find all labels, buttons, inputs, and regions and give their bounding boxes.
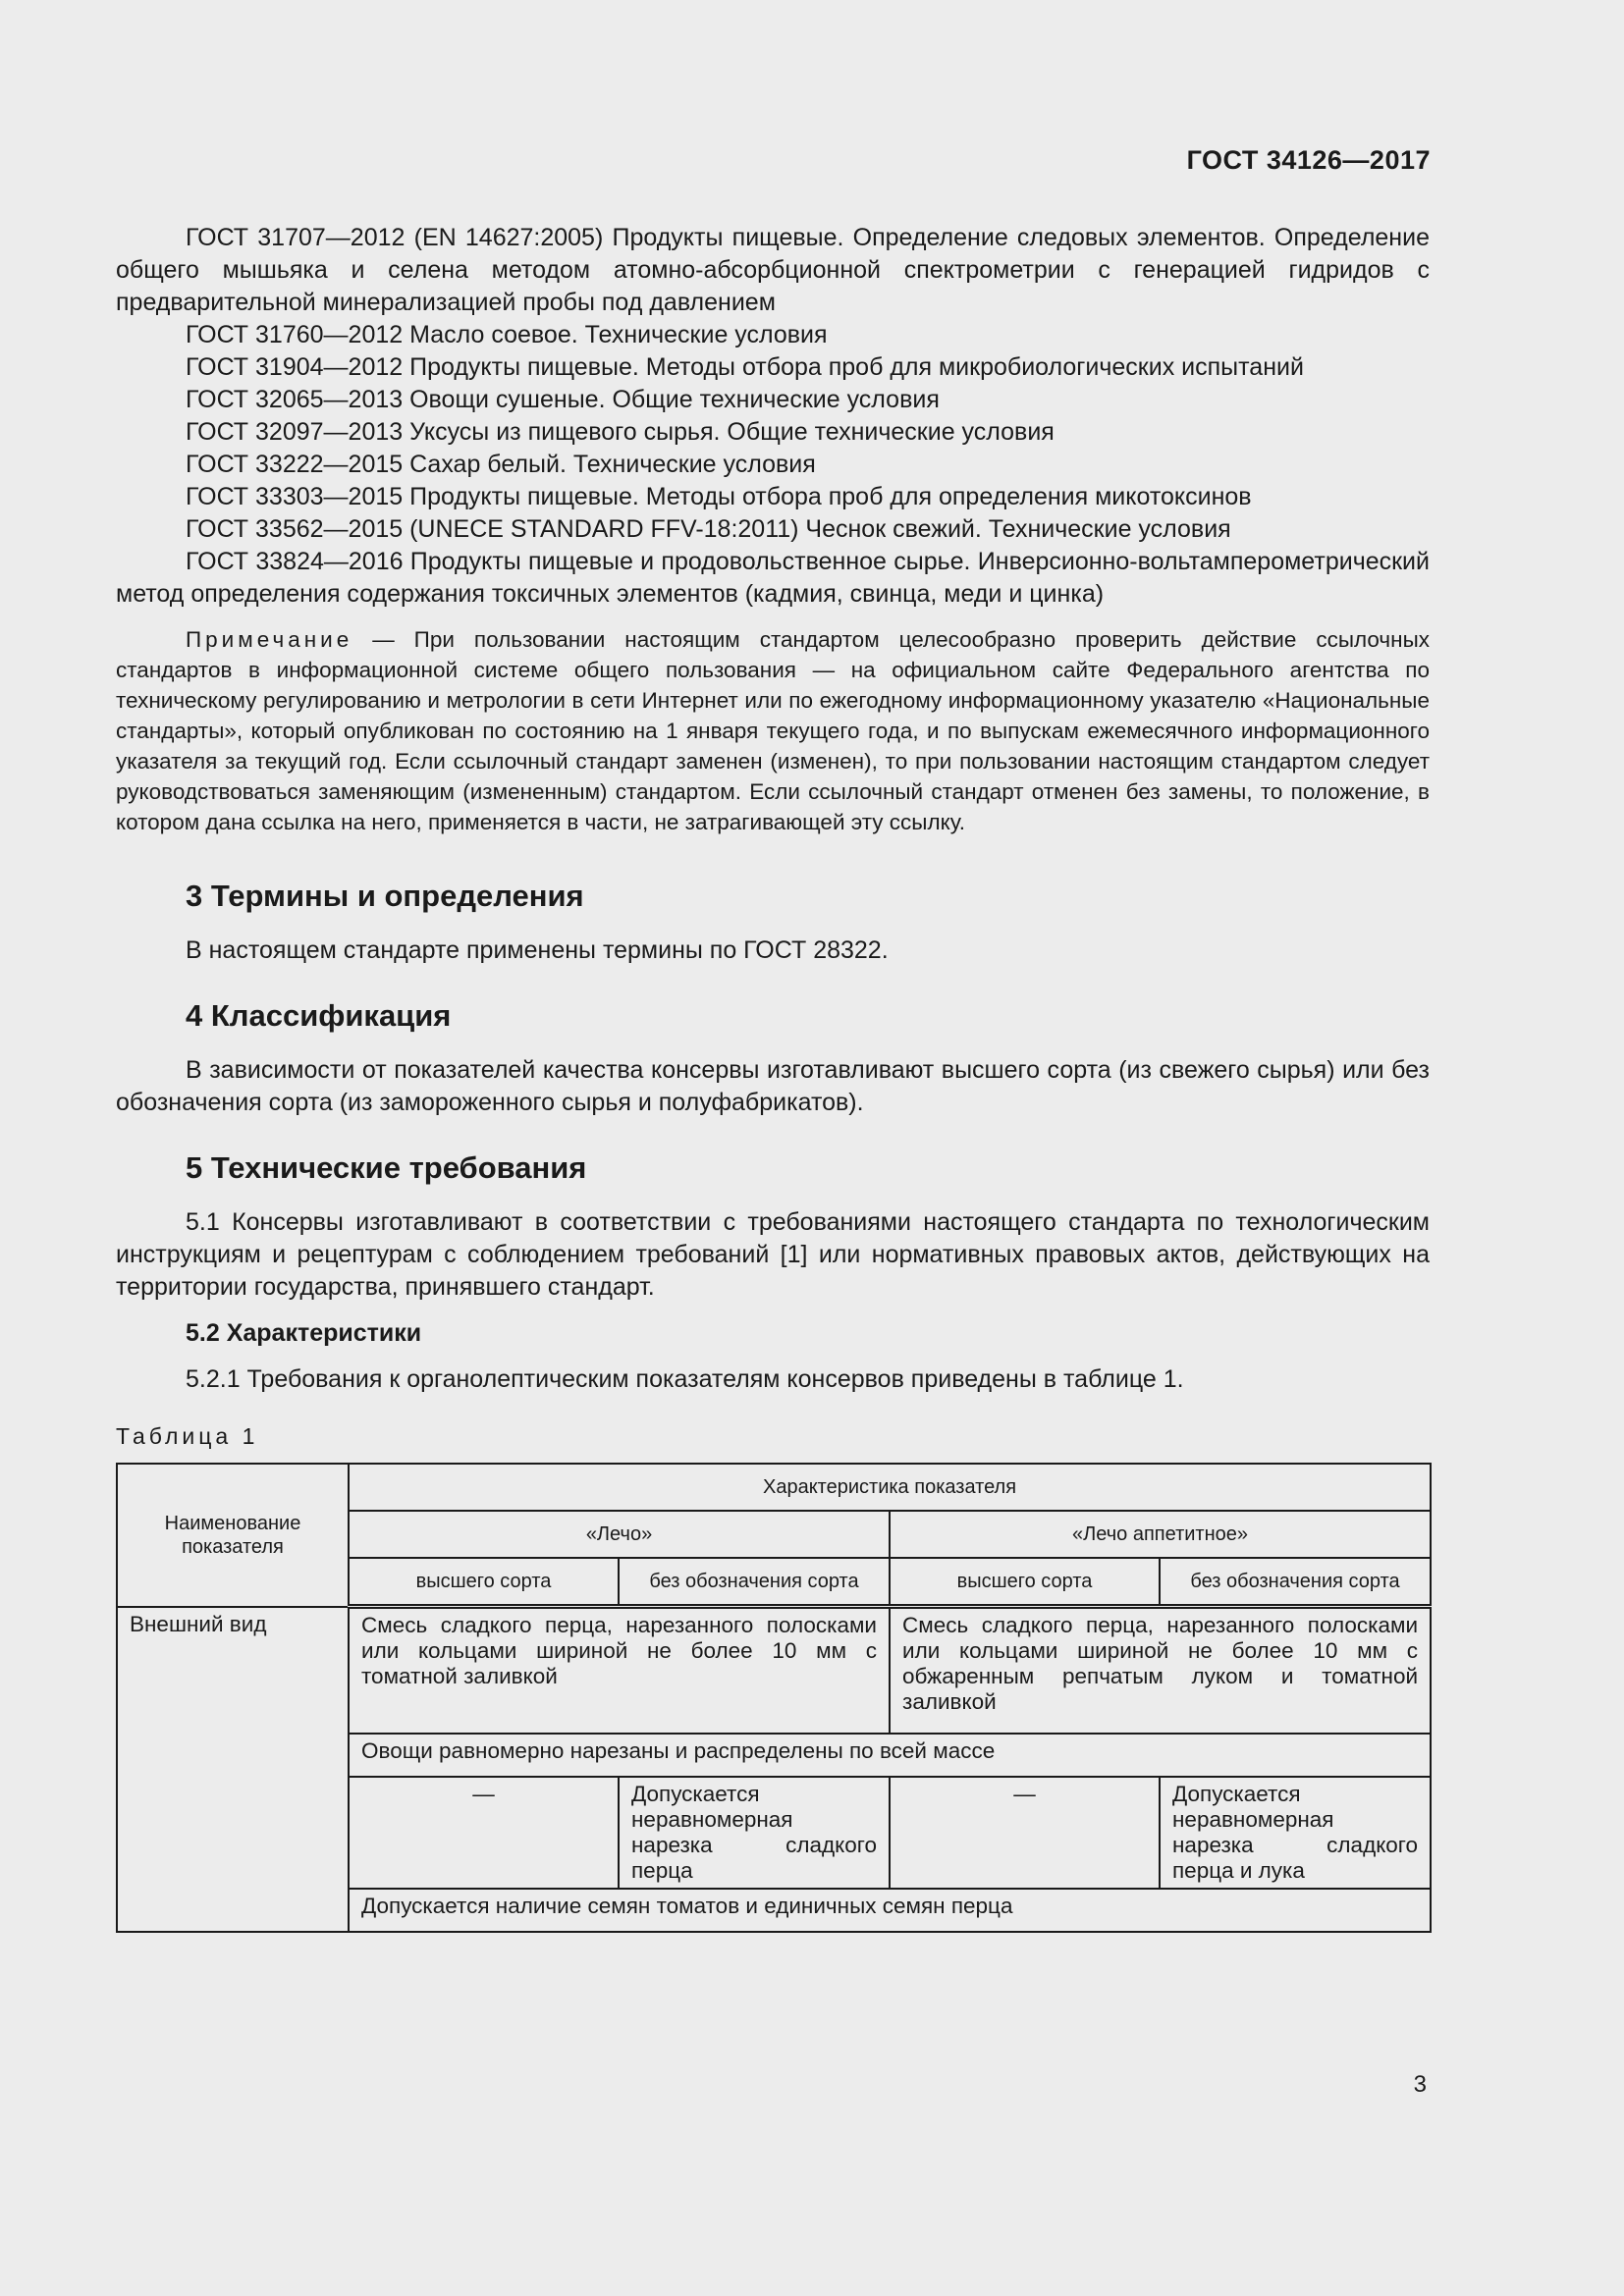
cell-lecho-description: Смесь сладкого перца, нарезанного полосками или кольцами шириной не более 10 мм с томатной заливкой: [349, 1607, 890, 1735]
cell-dash: —: [349, 1777, 619, 1889]
header-group-lecho: «Лечо»: [349, 1511, 890, 1558]
table-1: [116, 1463, 1432, 1933]
note-paragraph: [116, 624, 1430, 837]
reference-item: ГОСТ 31904—2012 Продукты пищевые. Методы отбора проб для микробиологических испытаний: [186, 353, 1304, 381]
row-name-appearance: Внешний вид: [117, 1607, 349, 1933]
table-row: [117, 1607, 1431, 1735]
page-number: 3: [1413, 2071, 1427, 2098]
reference-item: ГОСТ 33562—2015 (UNECE STANDARD FFV-18:2011) Чеснок свежий. Технические условия: [186, 515, 1231, 543]
header-grade-none: без обозначения сорта: [1160, 1558, 1431, 1607]
cell-lecho-appetit-description: Смесь сладкого перца, нарезанного полосками или кольцами шириной не более 10 мм с обжаренным репчатым луком и томатной заливкой: [890, 1607, 1431, 1735]
header-grade-top: высшего сорта: [349, 1558, 619, 1607]
header-characteristic: Характеристика показателя: [349, 1464, 1431, 1511]
section-5-1-text: 5.1 Консервы изготавливают в соответствии с требованиями настоящего стандарта по технологическим инструкциям и рецептурам с соблюдением требований [1] или нормативных правовых актов, действующих на территории государства, принявшего стандарт.: [116, 1208, 1430, 1301]
header-group-lecho-appetit: «Лечо аппетитное»: [890, 1511, 1431, 1558]
table-caption: Таблица 1: [116, 1423, 259, 1449]
note-dash: —: [352, 627, 414, 652]
page-content: [116, 222, 1430, 1933]
reference-item: ГОСТ 33303—2015 Продукты пищевые. Методы отбора проб для определения микотоксинов: [186, 483, 1252, 510]
section-3-text: В настоящем стандарте применены термины по ГОСТ 28322.: [186, 936, 889, 964]
section-5-2-1-text: 5.2.1 Требования к органолептическим показателям консервов приведены в таблице 1.: [186, 1365, 1184, 1393]
note-label: Примечание: [186, 627, 353, 652]
cell-lecho-uneven-cut: Допускается неравномерная нарезка сладкого перца: [619, 1777, 890, 1889]
note-text: При пользовании настоящим стандартом целесообразно проверить действие ссылочных стандартов в информационной системе общего пользования — на официальном сайте Федерального агентства по техническому регулированию и метрологии в сети Интернет или по ежегодному информационному указателю «Национальные стандарты», который опубликован по состоянию на 1 января текущего года, и по выпускам ежемесячного информационного указателя за текущий год. Если ссылочный стандарт заменен (изменен), то при пользовании настоящим стандартом следует руководствоваться заменяющим (измененным) стандартом. Если ссылочный стандарт отменен без замены, то положение, в котором дана ссылка на него, применяется в части, не затрагивающей эту ссылку.: [116, 627, 1430, 834]
reference-item: ГОСТ 31760—2012 Масло соевое. Технические условия: [186, 321, 828, 348]
reference-item: ГОСТ 32097—2013 Уксусы из пищевого сырья. Общие технические условия: [186, 418, 1055, 446]
section-4-text: В зависимости от показателей качества консервы изготавливают высшего сорта (из свежего сырья) или без обозначения сорта (из замороженного сырья и полуфабрикатов).: [116, 1056, 1430, 1116]
section-3-title: 3 Термины и определения: [186, 879, 584, 913]
section-5-2-title: 5.2 Характеристики: [186, 1319, 422, 1347]
section-5-title: 5 Технические требования: [186, 1150, 587, 1185]
header-indicator-name: Наименование показателя: [117, 1464, 349, 1607]
header-grade-top: высшего сорта: [890, 1558, 1160, 1607]
document-header: ГОСТ 34126—2017: [1186, 145, 1431, 175]
reference-item: ГОСТ 31707—2012 (EN 14627:2005) Продукты пищевые. Определение следовых элементов. Определение общего мышьяка и селена методом атомно-абсорбционной спектрометрии с генерацией гидридов с предварительной минерализацией пробы под давлением: [116, 224, 1430, 316]
header-grade-none: без обозначения сорта: [619, 1558, 890, 1607]
cell-seeds: Допускается наличие семян томатов и единичных семян перца: [349, 1889, 1431, 1932]
reference-item: ГОСТ 32065—2013 Овощи сушеные. Общие технические условия: [186, 386, 940, 413]
cell-lecho-appetit-uneven-cut: Допускается неравномерная нарезка сладкого перца и лука: [1160, 1777, 1431, 1889]
section-4-title: 4 Классификация: [186, 998, 452, 1033]
cell-uniform-cut: Овощи равномерно нарезаны и распределены по всей массе: [349, 1734, 1431, 1777]
reference-list: [116, 222, 1430, 611]
reference-item: ГОСТ 33824—2016 Продукты пищевые и продовольственное сырье. Инверсионно-вольтампеpометрический метод определения содержания токсичных элементов (кадмия, свинца, меди и цинка): [116, 548, 1430, 608]
reference-item: ГОСТ 33222—2015 Сахар белый. Технические условия: [186, 451, 816, 478]
cell-dash: —: [890, 1777, 1160, 1889]
table-header-row: [117, 1464, 1431, 1511]
